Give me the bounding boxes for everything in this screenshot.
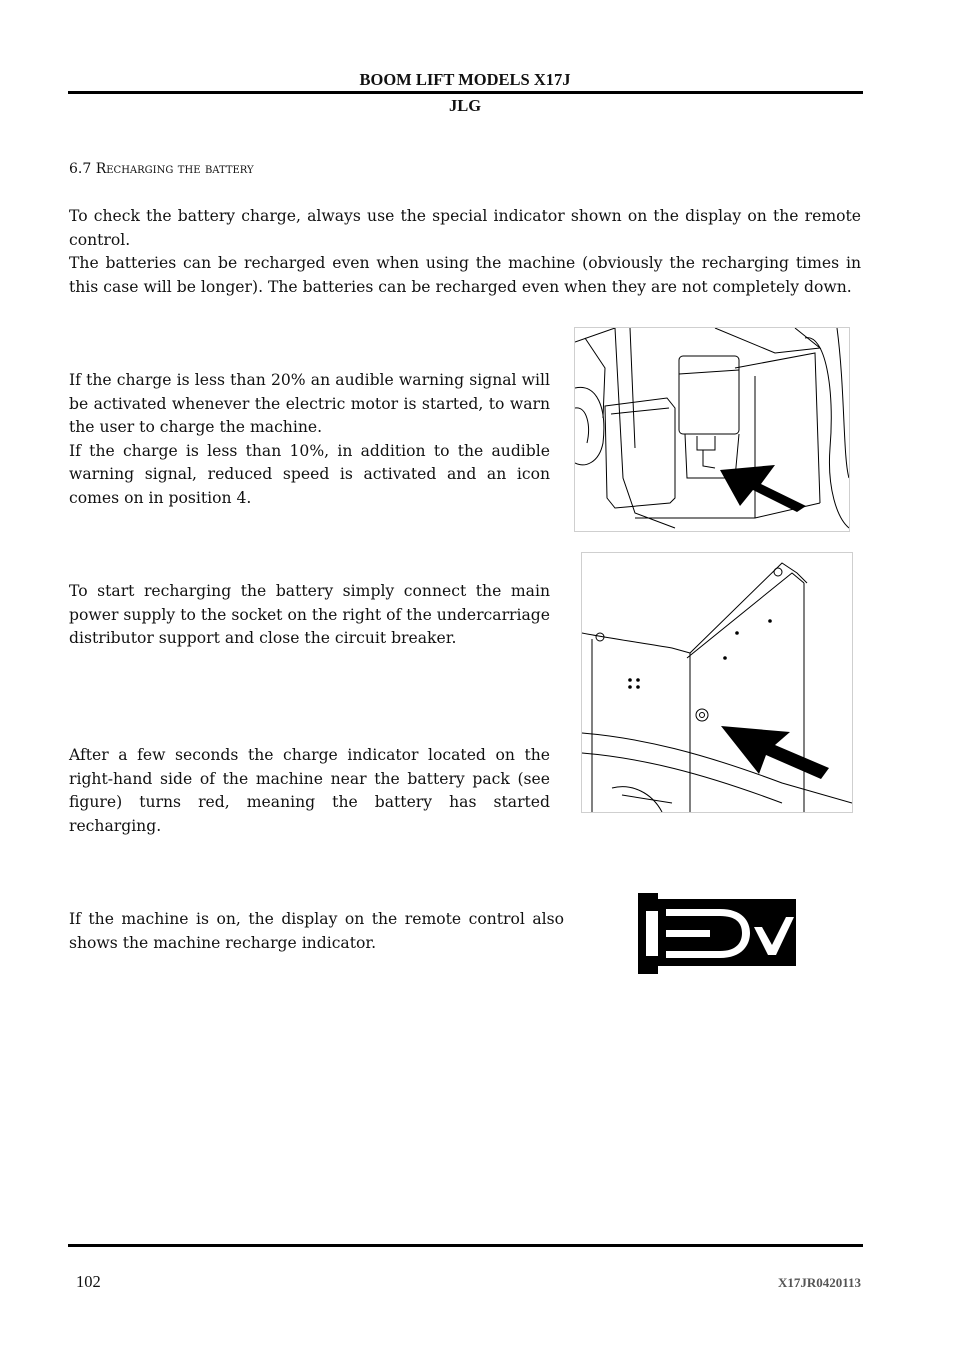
paragraph-display-indicator: If the machine is on, the display on the remote control also shows the machine recharge indicator.: [69, 910, 564, 952]
intro-paragraphs: [69, 205, 861, 299]
recharge-plug-icon: [638, 893, 796, 974]
charging-socket-arrow-illustration: [582, 553, 852, 812]
charge-indicator-arrow-illustration: [575, 328, 849, 531]
header-rule: [68, 91, 863, 94]
paragraph-battery-check: To check the battery charge, always use the special indicator shown on the display on the remote control.: [69, 207, 861, 249]
section-heading: 6.7 Recharging the battery: [69, 161, 254, 177]
paragraph-start-recharging: To start recharging the battery simply connect the main power supply to the socket on the right of the undercarriage distributor support and close the circuit breaker.: [69, 582, 550, 647]
figure-charging-socket: [581, 552, 853, 813]
figure-recharge-indicator: [638, 893, 796, 974]
figure-charge-indicator: [574, 327, 850, 532]
paragraph-charge-10: If the charge is less than 10%, in addition to the audible warning signal, reduced speed is activated and an icon comes on in position 4.: [69, 441, 550, 507]
paragraph-recharge-while-using: The batteries can be recharged even when using the machine (obviously the recharging times in this case will be longer). The batteries can be recharged even when they are not completely down.: [69, 254, 861, 296]
paragraph-charge-20: If the charge is less than 20% an audible warning signal will be activated whenever the electric motor is started, to warn the user to charge the machine.: [69, 371, 550, 436]
header-subtitle: JLG: [448, 96, 482, 115]
page-number: 102: [76, 1272, 101, 1291]
warning-paragraphs: [69, 369, 550, 510]
paragraph-charge-indicator-red: After a few seconds the charge indicator located on the right-hand side of the machine near the battery pack (see figure) turns red, meaning the battery has started recharging.: [69, 746, 550, 835]
document-code: X17JR0420113: [777, 1275, 861, 1290]
footer-rule: [68, 1244, 863, 1247]
header-title: BOOM LIFT MODELS X17J: [359, 70, 571, 89]
